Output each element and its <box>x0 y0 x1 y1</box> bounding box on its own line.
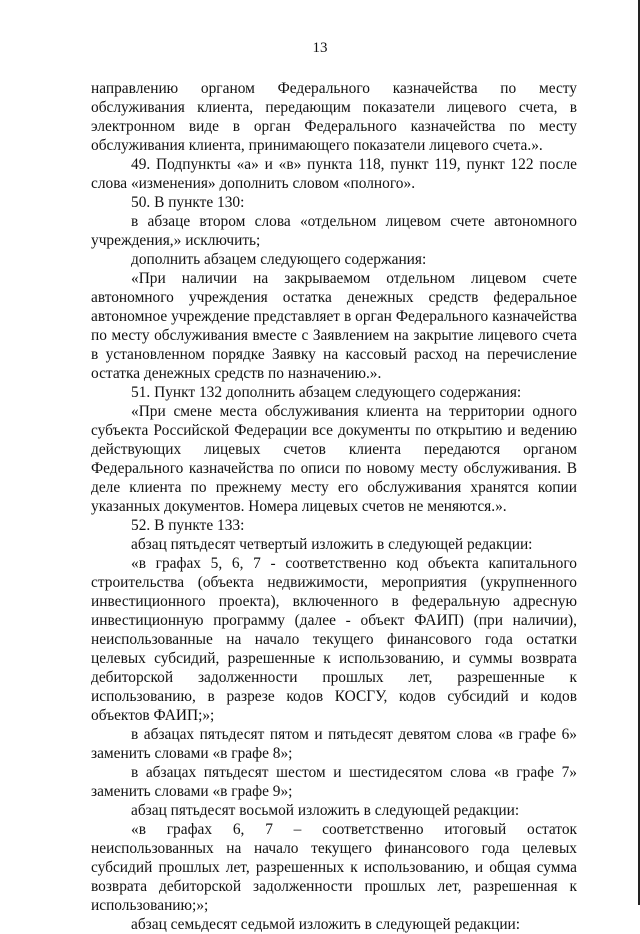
paragraph: в абзацах пятьдесят пятом и пятьдесят девятом слова «в графе 6» заменить словами «в графе 8»; <box>91 726 577 762</box>
paragraph: абзац семьдесят седьмой изложить в следующей редакции: <box>131 916 521 933</box>
paragraph: абзац пятьдесят четвертый изложить в следующей редакции: <box>131 536 533 553</box>
paragraph: «При смене места обслуживания клиента на территории одного субъекта Российской Федерации все документы по открытию и ведению действующих лицевых счетов клиента передаются органом Федерального казначейства по описи по новому месту обслуживания. В деле клиента по прежнему месту его обслуживания хранятся копии указанных документов. Номера лицевых счетов не меняются.». <box>91 403 577 515</box>
paragraph: 51. Пункт 132 дополнить абзацем следующего содержания: <box>131 384 522 401</box>
paragraph: «в графах 5, 6, 7 - соответственно код объекта капитального строительства (объекта недвижимости, мероприятия (укрупненного инвестиционного проекта), включенного в федеральную адресную инвестиционную программу (далее - объект ФАИП) (при наличии), неиспользованные на начало текущего финансового года остатки целевых субсидий, разрешенные к использованию, и суммы возврата дебиторской задолженности прошлых лет, разрешенные к использованию, в разрезе кодов КОСГУ, кодов субсидий и кодов объектов ФАИП;»; <box>91 555 577 724</box>
paragraph: «в графах 6, 7 – соответственно итоговый остаток неиспользованных на начало текущего финансового года целевых субсидий прошлых лет, разрешенных к использованию, и общая сумма возврата дебиторской задолженности прошлых лет, разрешенная к использованию;»; <box>91 821 577 914</box>
paragraph: «При наличии на закрываемом отдельном лицевом счете автономного учреждения остатка денежных средств федеральное автономное учреждение представляет в орган Федерального казначейства по месту обслуживания вместе с Заявлением на закрытие лицевого счета в установленном порядке Заявку на кассовый расход на перечисление остатка денежных средств по назначению.». <box>91 270 577 382</box>
paragraph: в абзацах пятьдесят шестом и шестидесятом слова «в графе 7» заменить словами «в графе 9»; <box>91 764 577 800</box>
paragraph: направлению органом Федерального казначейства по месту обслуживания клиента, передающим показатели лицевого счета, в электронном виде в орган Федерального казначейства по месту обслуживания клиента, принимающего показатели лицевого счета.». <box>91 80 577 154</box>
paragraph: 52. В пункте 133: <box>131 517 245 534</box>
document-body <box>91 79 577 934</box>
paragraph: 50. В пункте 130: <box>131 194 245 211</box>
paragraph: 49. Подпункты «а» и «в» пункта 118, пункт 119, пункт 122 после слова «изменения» дополнить словом «полного». <box>91 156 577 192</box>
paragraph: в абзаце втором слова «отдельном лицевом счете автономного учреждения,» исключить; <box>91 213 577 249</box>
paragraph: дополнить абзацем следующего содержания: <box>131 251 427 268</box>
page-number: 13 <box>312 40 328 56</box>
paragraph: абзац пятьдесят восьмой изложить в следующей редакции: <box>131 802 520 819</box>
